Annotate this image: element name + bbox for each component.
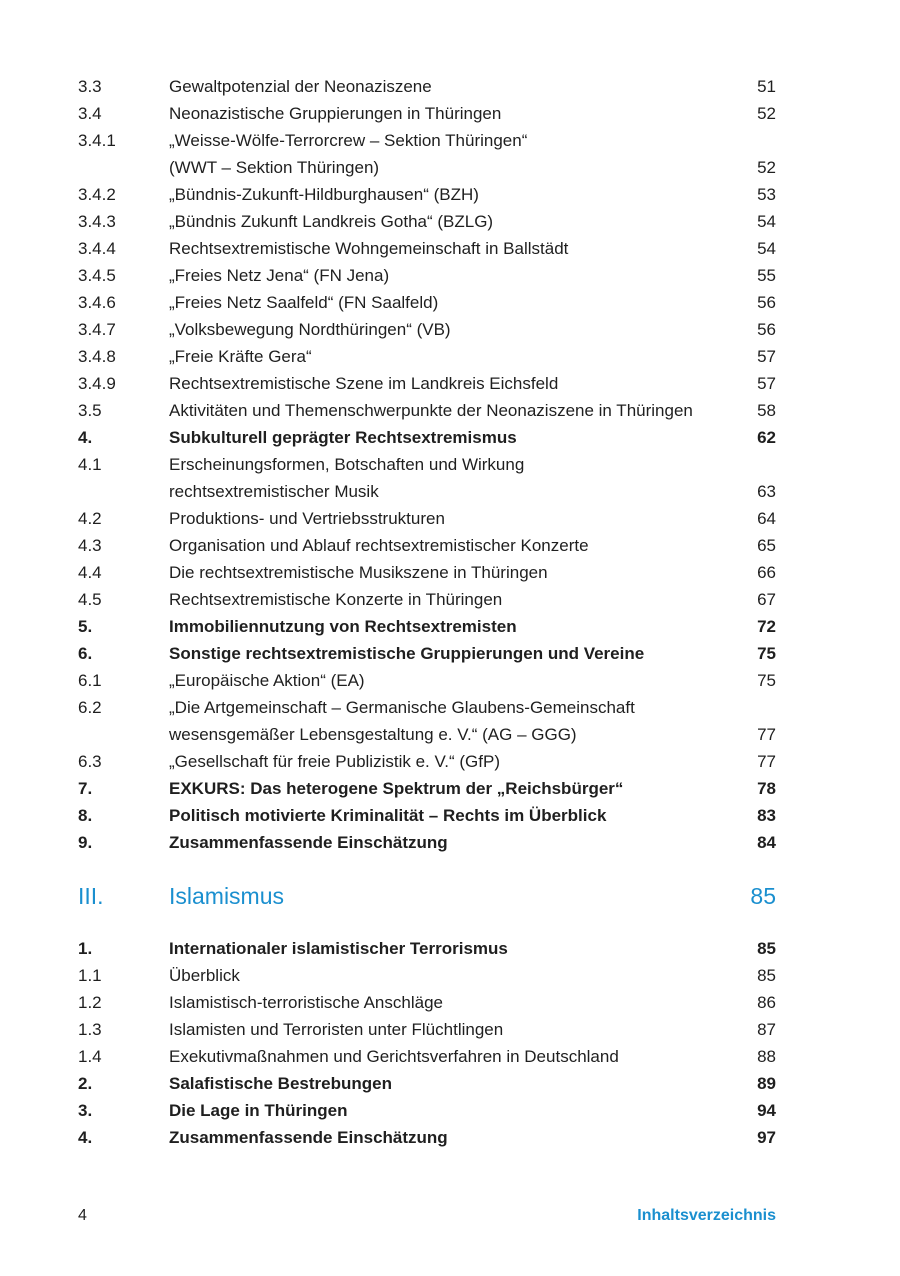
toc-entry[interactable] xyxy=(78,694,776,748)
toc-entry-page: 57 xyxy=(757,374,776,393)
toc-entry-page: 78 xyxy=(757,779,776,798)
toc-entry-title: EXKURS: Das heterogene Spektrum der „Reichsbürger“ xyxy=(169,779,624,798)
toc-entry-page: 52 xyxy=(757,104,776,123)
toc-entry-title: Sonstige rechtsextremistische Gruppierungen und Vereine xyxy=(169,644,645,663)
toc-entry[interactable] xyxy=(78,73,776,100)
toc-entry-title: Überblick xyxy=(169,966,240,985)
toc-entry-number: 3.4.7 xyxy=(78,320,116,339)
toc-entry-page: 85 xyxy=(757,939,776,958)
toc-entry-page: 52 xyxy=(757,158,776,177)
toc-entry-page: 75 xyxy=(757,644,776,663)
toc-entry-page: 84 xyxy=(757,833,776,852)
toc-entry-title: Die rechtsextremistische Musikszene in Thüringen xyxy=(169,563,548,582)
toc-entry[interactable] xyxy=(78,505,776,532)
toc-entry-page: 54 xyxy=(757,239,776,258)
toc-entry-title: Salafistische Bestrebungen xyxy=(169,1074,392,1093)
toc-entry-number: 4.2 xyxy=(78,509,102,528)
toc-entry-page: 94 xyxy=(757,1101,776,1120)
toc-entry[interactable] xyxy=(78,802,776,829)
footer-section-title: Inhaltsverzeichnis xyxy=(637,1207,776,1224)
toc-entry[interactable] xyxy=(78,262,776,289)
toc-entry-title: Zusammenfassende Einschätzung xyxy=(169,833,448,852)
toc-entry-page: 58 xyxy=(757,401,776,420)
toc-entry-page: 56 xyxy=(757,320,776,339)
toc-entry-title: „Gesellschaft für freie Publizistik e. V.“ (GfP) xyxy=(169,752,500,771)
toc-entry-number: 3.4.4 xyxy=(78,239,116,258)
toc-entry[interactable] xyxy=(78,235,776,262)
toc-entry-page: 87 xyxy=(757,1020,776,1039)
page-footer xyxy=(78,1205,776,1227)
toc-entry-title: Subkulturell geprägter Rechtsextremismus xyxy=(169,428,517,447)
toc-entry[interactable] xyxy=(78,370,776,397)
toc-entry[interactable] xyxy=(78,962,776,989)
toc-entry-title: Rechtsextremistische Konzerte in Thüringen xyxy=(169,590,503,609)
toc-entry[interactable] xyxy=(78,289,776,316)
toc-entry-number: 3.4.8 xyxy=(78,347,116,366)
toc-entry-number: 2. xyxy=(78,1074,93,1093)
toc-entry-title: Neonazistische Gruppierungen in Thüringen xyxy=(169,104,502,123)
toc-entry-number: 3.4.2 xyxy=(78,185,116,204)
toc-entry-number: 9. xyxy=(78,833,93,852)
toc-entry-page: 51 xyxy=(757,77,776,96)
toc-entry[interactable] xyxy=(78,559,776,586)
toc-entry[interactable] xyxy=(78,451,776,505)
toc-entry[interactable] xyxy=(78,586,776,613)
toc-entry-number: 1.1 xyxy=(78,966,102,985)
toc-entry[interactable] xyxy=(78,1043,776,1070)
toc-entry[interactable] xyxy=(78,127,776,181)
toc-entry-title: Organisation und Ablauf rechtsextremistischer Konzerte xyxy=(169,536,589,555)
toc-entry-number: 6.2 xyxy=(78,698,102,717)
toc-entry-title: „Bündnis-Zukunft-Hildburghausen“ (BZH) xyxy=(169,185,479,204)
toc-entry-title: Immobiliennutzung von Rechtsextremisten xyxy=(169,617,517,636)
toc-entry[interactable] xyxy=(78,316,776,343)
toc-entry[interactable] xyxy=(78,1097,776,1124)
toc-entry-title: „Die Artgemeinschaft – Germanische Glaubens-Gemeinschaft wesensgemäßer Lebensgestaltung e. V.“ (AG – GGG) xyxy=(169,698,635,744)
toc-entry[interactable] xyxy=(78,397,776,424)
toc-entry-number: 3. xyxy=(78,1101,93,1120)
toc-entry-page: 86 xyxy=(757,993,776,1012)
toc-entry-number: 3.5 xyxy=(78,401,102,420)
toc-entry-number: 6.1 xyxy=(78,671,102,690)
toc-entry[interactable] xyxy=(78,667,776,694)
toc-entry-number: 3.4 xyxy=(78,104,102,123)
toc-entry-title: Erscheinungsformen, Botschaften und Wirkung rechtsextremistischer Musik xyxy=(169,455,525,501)
toc-entry-page: 85 xyxy=(757,966,776,985)
toc-entry-title: Islamisten und Terroristen unter Flüchtlingen xyxy=(169,1020,504,1039)
chapter-number: III. xyxy=(78,883,104,909)
toc-entry[interactable] xyxy=(78,640,776,667)
toc-entry-title: „Freies Netz Jena“ (FN Jena) xyxy=(169,266,390,285)
toc-entry[interactable] xyxy=(78,1124,776,1151)
toc-entry-page: 67 xyxy=(757,590,776,609)
toc-entry-number: 1.3 xyxy=(78,1020,102,1039)
toc-entry-title: „Weisse-Wölfe-Terrorcrew – Sektion Thüringen“ (WWT – Sektion Thüringen) xyxy=(169,131,528,177)
toc-entry-page: 63 xyxy=(757,482,776,501)
toc-entry-number: 4.1 xyxy=(78,455,102,474)
toc-entry-page: 83 xyxy=(757,806,776,825)
toc-entry-title: Zusammenfassende Einschätzung xyxy=(169,1128,448,1147)
toc-entry-number: 1.2 xyxy=(78,993,102,1012)
toc-entry-number: 4.5 xyxy=(78,590,102,609)
toc-entry-page: 57 xyxy=(757,347,776,366)
toc-entry[interactable] xyxy=(78,1070,776,1097)
toc-entry-number: 5. xyxy=(78,617,93,636)
toc-entry-title: „Freie Kräfte Gera“ xyxy=(169,347,312,366)
toc-entry[interactable] xyxy=(78,613,776,640)
toc-entry[interactable] xyxy=(78,748,776,775)
toc-entry-page: 88 xyxy=(757,1047,776,1066)
toc-entry-page: 53 xyxy=(757,185,776,204)
toc-entry-page: 77 xyxy=(757,725,776,744)
toc-entry-page: 97 xyxy=(757,1128,776,1147)
toc-entry-title: „Freies Netz Saalfeld“ (FN Saalfeld) xyxy=(169,293,439,312)
toc-entry-page: 64 xyxy=(757,509,776,528)
toc-entry-page: 75 xyxy=(757,671,776,690)
toc-entry-page: 62 xyxy=(757,428,776,447)
toc-entry-page: 55 xyxy=(757,266,776,285)
toc-entry-page: 77 xyxy=(757,752,776,771)
toc-entry-number: 3.3 xyxy=(78,77,102,96)
toc-entry-title: Exekutivmaßnahmen und Gerichtsverfahren in Deutschland xyxy=(169,1047,619,1066)
toc-entry-number: 3.4.3 xyxy=(78,212,116,231)
toc-entry[interactable] xyxy=(78,829,776,856)
toc-entry-number: 1. xyxy=(78,939,93,958)
toc-entry-title: „Bündnis Zukunft Landkreis Gotha“ (BZLG) xyxy=(169,212,494,231)
toc-entry-page: 72 xyxy=(757,617,776,636)
toc-entry-number: 3.4.9 xyxy=(78,374,116,393)
toc-entry-title: Internationaler islamistischer Terrorismus xyxy=(169,939,508,958)
chapter-title: Islamismus xyxy=(169,883,285,909)
toc-entry-title: Gewaltpotenzial der Neonaziszene xyxy=(169,77,432,96)
toc-entry-page: 89 xyxy=(757,1074,776,1093)
toc-entry-page: 56 xyxy=(757,293,776,312)
toc-entry-title: Politisch motivierte Kriminalität – Rechts im Überblick xyxy=(169,806,607,825)
toc-entry-number: 4. xyxy=(78,1128,93,1147)
toc-entry-number: 3.4.5 xyxy=(78,266,116,285)
toc-entry[interactable] xyxy=(78,100,776,127)
toc-entry-page: 66 xyxy=(757,563,776,582)
footer-page-number: 4 xyxy=(78,1207,87,1224)
toc-entry-number: 4. xyxy=(78,428,93,447)
toc-entry-number: 1.4 xyxy=(78,1047,102,1066)
toc-entry-number: 3.4.1 xyxy=(78,131,116,150)
toc-entry-title: Die Lage in Thüringen xyxy=(169,1101,348,1120)
toc-entry[interactable] xyxy=(78,775,776,802)
toc-entry[interactable] xyxy=(78,1016,776,1043)
toc-list-islamismus xyxy=(78,935,776,1151)
toc-entry-title: Rechtsextremistische Szene im Landkreis Eichsfeld xyxy=(169,374,559,393)
chapter-page: 85 xyxy=(750,883,776,909)
toc-list-rechtsextremismus xyxy=(78,73,776,856)
toc-entry-number: 3.4.6 xyxy=(78,293,116,312)
toc-entry-number: 8. xyxy=(78,806,93,825)
toc-entry[interactable] xyxy=(78,181,776,208)
toc-entry[interactable] xyxy=(78,935,776,962)
toc-entry-title: „Volksbewegung Nordthüringen“ (VB) xyxy=(169,320,451,339)
toc-entry-number: 6.3 xyxy=(78,752,102,771)
toc-entry-number: 4.4 xyxy=(78,563,102,582)
toc-entry-number: 4.3 xyxy=(78,536,102,555)
toc-entry-number: 7. xyxy=(78,779,93,798)
toc-entry-title: Produktions- und Vertriebsstrukturen xyxy=(169,509,445,528)
toc-entry-page: 54 xyxy=(757,212,776,231)
toc-entry[interactable] xyxy=(78,343,776,370)
toc-entry[interactable] xyxy=(78,989,776,1016)
toc-entry-title: Rechtsextremistische Wohngemeinschaft in Ballstädt xyxy=(169,239,569,258)
toc-entry-page: 65 xyxy=(757,536,776,555)
toc-entry[interactable] xyxy=(78,532,776,559)
chapter-heading[interactable] xyxy=(78,880,776,912)
toc-entry-number: 6. xyxy=(78,644,93,663)
toc-entry-title: Aktivitäten und Themenschwerpunkte der Neonaziszene in Thüringen xyxy=(169,401,693,420)
toc-entry[interactable] xyxy=(78,208,776,235)
toc-entry-title: Islamistisch-terroristische Anschläge xyxy=(169,993,443,1012)
toc-entry[interactable] xyxy=(78,424,776,451)
toc-entry-title: „Europäische Aktion“ (EA) xyxy=(169,671,365,690)
